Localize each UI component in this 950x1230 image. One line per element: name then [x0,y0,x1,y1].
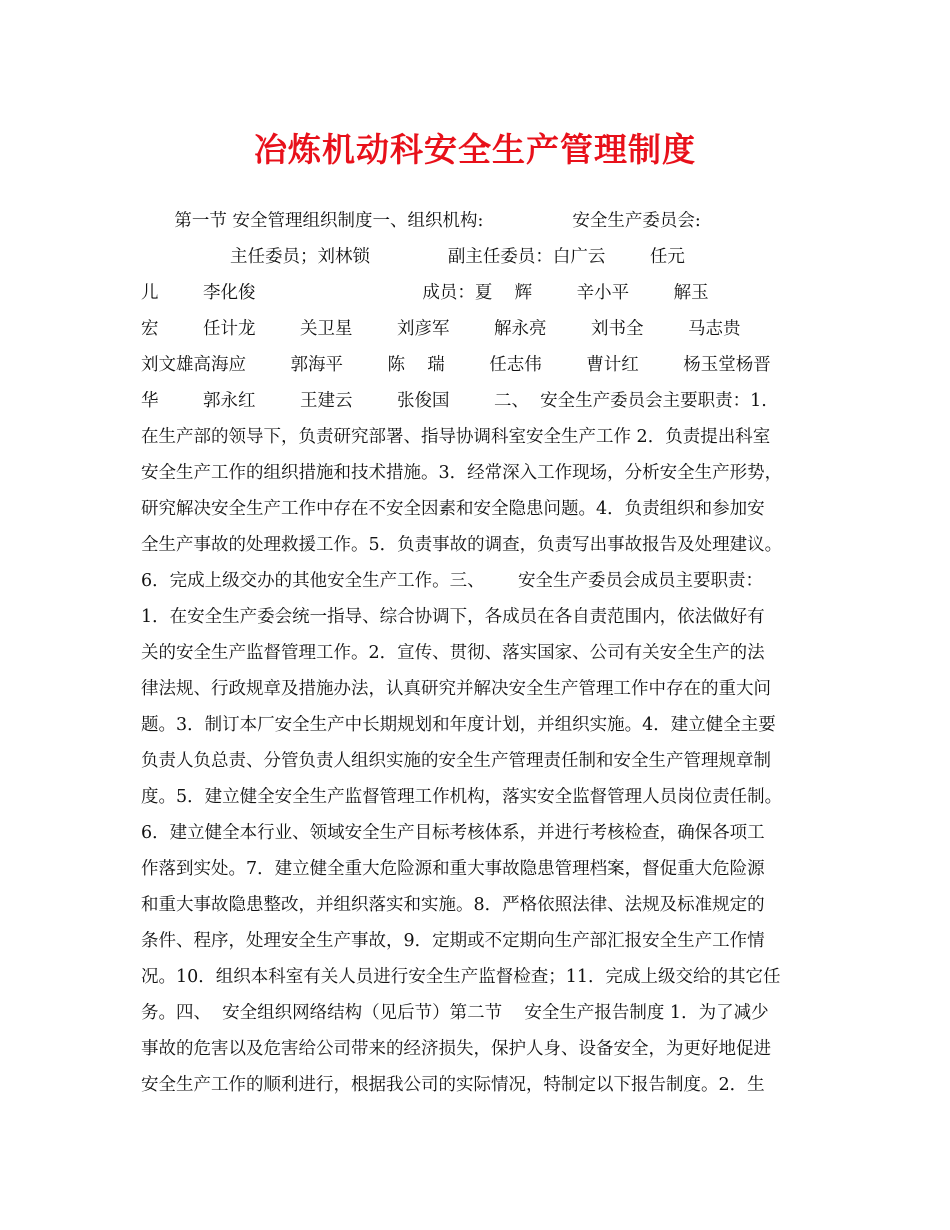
body-line: 全生产事故的处理救援工作。5．负责事故的调查，负责写出事故报告及处理建议。 [141,535,783,555]
body-line: 1．在安全生产委会统一指导、综合协调下，各成员在各自责范围内，依法做好有 [141,607,765,627]
body-line: 度。5．建立健全安全生产监督管理工作机构，落实安全监督管理人员岗位责任制。 [141,787,783,807]
body-line: 6．建立健全本行业、领域安全生产目标考核体系，并进行考核检查，确保各项工 [141,823,765,843]
body-line: 华 郭永红 王建云 张俊国 二、 安全生产委员会主要职责：1. [141,391,767,411]
body-line: 条件、程序，处理安全生产事故，9．定期或不定期向生产部汇报安全生产工作情 [141,931,765,951]
body-line: 关的安全生产监督管理工作。2．宣传、贯彻、落实国家、公司有关安全生产的法 [141,643,765,663]
body-line: 在生产部的领导下，负责研究部署、指导协调科室安全生产工作 2．负责提出科室 [141,427,771,447]
body-line: 儿 李化俊 成员：夏 辉 辛小平 解玉 [141,283,709,303]
body-line: 务。四、 安全组织网络结构（见后节）第二节 安全生产报告制度 1．为了减少 [141,1003,769,1023]
body-line: 安全生产工作的组织措施和技术措施。3．经常深入工作现场，分析安全生产形势， [141,463,783,483]
body-line: 事故的危害以及危害给公司带来的经济损失，保护人身、设备安全，为更好地促进 [141,1039,771,1059]
body-line: 研究解决安全生产工作中存在不安全因素和安全隐患问题。4．负责组织和参加安 [141,499,765,519]
body-line: 负责人负总责、分管负责人组织实施的安全生产管理责任制和安全生产管理规章制 [141,751,771,771]
body-line: 刘文雄高海应 郭海平 陈 瑞 任志伟 曹计红 杨玉堂杨晋 [141,355,771,375]
body-line: 作落到实处。7．建立健全重大危险源和重大事故隐患管理档案，督促重大危险源 [141,859,765,879]
body-line: 和重大事故隐患整改，并组织落实和实施。8．严格依照法律、法规及标准规定的 [141,895,765,915]
body-line: 题。3．制订本厂安全生产中长期规划和年度计划，并组织实施。4．建立健全主要 [141,715,776,735]
body-line: 况。10．组织本科室有关人员进行安全生产监督检查；11．完成上级交给的其它任 [141,967,781,987]
body-line: 安全生产工作的顺利进行，根据我公司的实际情况，特制定以下报告制度。2．生 [141,1075,765,1095]
body-line: 律法规、行政规章及措施办法，认真研究并解决安全生产管理工作中存在的重大问 [141,679,771,699]
body-line: 主任委员；刘林锁 副主任委员：白广云 任元 [141,247,685,267]
body-line: 第一节 安全管理组织制度一、组织机构: 安全生产委员会: [141,211,701,231]
body-line: 6．完成上级交办的其他安全生产工作。三、 安全生产委员会成员主要职责： [141,571,764,591]
document-body [141,203,821,1103]
body-line: 宏 任计龙 关卫星 刘彦军 解永亮 刘书全 马志贵 [141,319,741,339]
document-title: 冶炼机动科安全生产管理制度 [254,130,696,169]
